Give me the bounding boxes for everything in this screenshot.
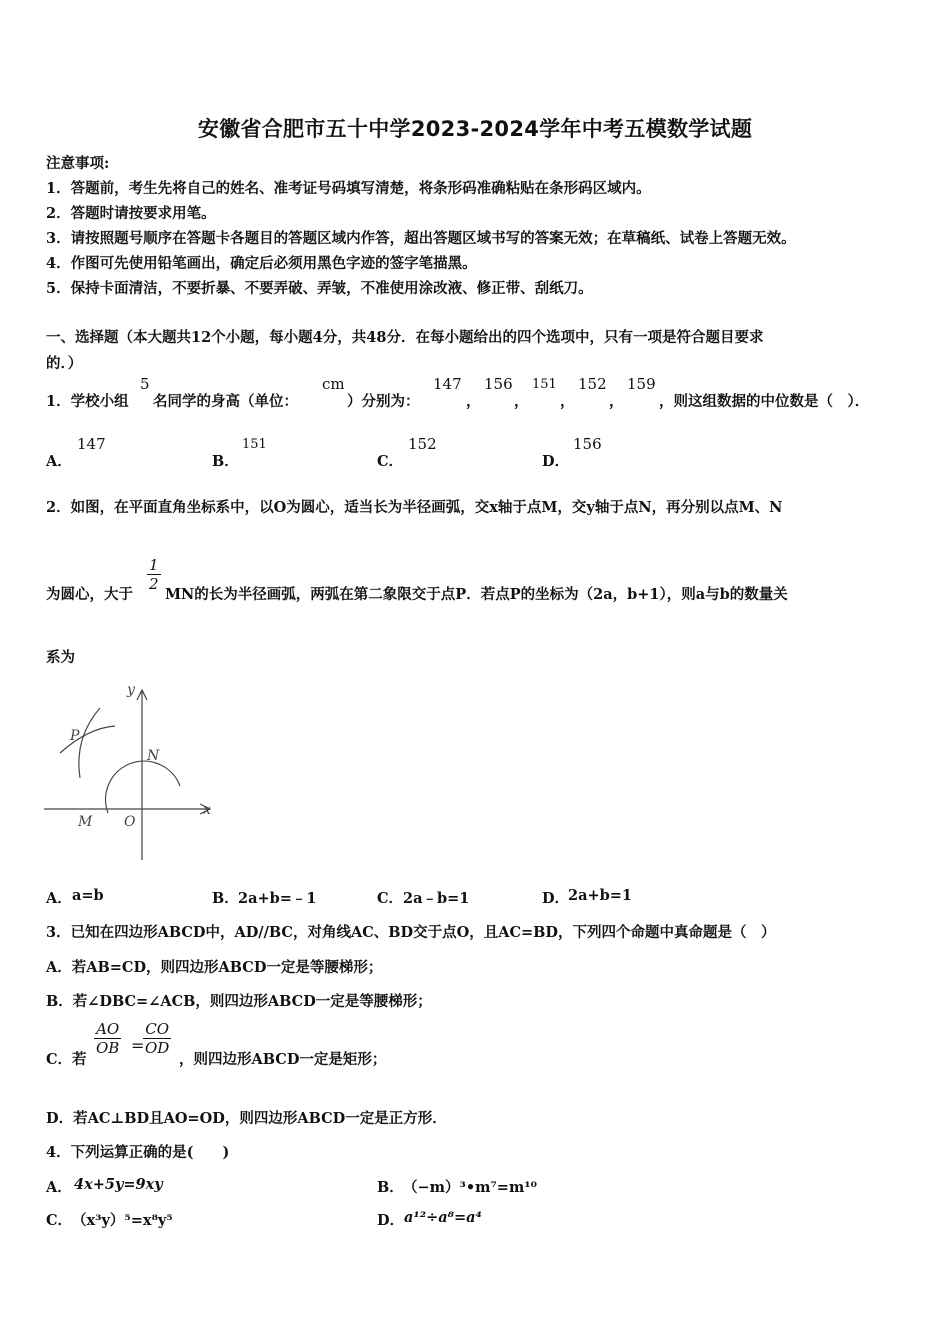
q1-option-label: C． bbox=[377, 453, 404, 470]
arc-from-n bbox=[79, 708, 100, 778]
q1-text-d: ，则这组数据的中位数是（ ）． bbox=[659, 393, 870, 410]
q4-option-label: D． bbox=[377, 1212, 405, 1229]
q2-option-label: B． bbox=[212, 890, 239, 907]
q4-stem: 4．下列运算正确的是( ) bbox=[46, 1144, 230, 1161]
notice-item: 4．作图可先使用铅笔画出，确定后必须用黑色字迹的签字笔描黑。 bbox=[46, 255, 477, 272]
q2-figure bbox=[40, 678, 230, 868]
q1-option-label: B． bbox=[212, 453, 239, 470]
q4-option-a: 4x+5y=9xy bbox=[74, 1176, 163, 1193]
q1-option-value: 152 bbox=[408, 435, 437, 453]
section-heading-cont: 的．） bbox=[46, 355, 83, 372]
notice-item: 3．请按照题号顺序在答题卡各题目的答题区域内作答，超出答题区域书写的答案无效；在草稿纸、试卷上答题无效。 bbox=[46, 230, 796, 247]
fig-label-p: P bbox=[70, 728, 80, 744]
arc-mn bbox=[106, 761, 180, 813]
q2-option-label: A． bbox=[46, 890, 72, 907]
q2-option-value: 2a+b=﹣1 bbox=[238, 890, 317, 907]
q4-option-c: （x³y）⁵=x⁸y⁵ bbox=[72, 1212, 173, 1229]
q1-option-value: 151 bbox=[242, 437, 267, 452]
q2-stem: 2．如图，在平面直角坐标系中，以O为圆心，适当长为半径画弧，交x轴于点M，交y轴于点N，再分别以点M、N bbox=[46, 499, 783, 516]
q1-option-label: D． bbox=[542, 453, 570, 470]
arc-from-m bbox=[60, 726, 115, 753]
q4-option-label: C． bbox=[46, 1212, 73, 1229]
q2-fraction: $\frac{1}{2}$ bbox=[149, 556, 159, 593]
q3-fraction-1: $\frac{AO}{OB}$ bbox=[96, 1020, 120, 1057]
q1-text-b: 名同学的身高（单位： bbox=[153, 393, 298, 410]
q1-option-value: 156 bbox=[573, 435, 602, 453]
q4-option-label: B． bbox=[377, 1179, 404, 1196]
notice-item: 2．答题时请按要求用笔。 bbox=[46, 205, 216, 222]
q4-option-b: （−m）³•m⁷=m¹⁰ bbox=[403, 1179, 537, 1196]
fig-label-x: x bbox=[203, 802, 211, 818]
q1-height: 152 bbox=[578, 375, 607, 393]
q3-option-b: B．若∠DBC=∠ACB，则四边形ABCD一定是等腰梯形； bbox=[46, 993, 432, 1010]
q1-text-a: 1．学校小组 bbox=[46, 393, 129, 410]
notice-item: 1．答题前，考生先将自己的姓名、准考证号码填写清楚，将条形码准确粘贴在条形码区域内。 bbox=[46, 180, 651, 197]
q1-height: 147 bbox=[433, 375, 462, 393]
q4-option-label: A． bbox=[46, 1179, 72, 1196]
q3-fraction-2: $\frac{CO}{OD}$ bbox=[145, 1020, 170, 1057]
q1-height: 156 bbox=[484, 375, 513, 393]
q3-option-d: D．若AC⊥BD且AO=OD，则四边形ABCD一定是正方形． bbox=[46, 1110, 447, 1127]
q1-count: 5 bbox=[140, 375, 150, 393]
page-title: 安徽省合肥市五十中学2023-2024学年中考五模数学试题 bbox=[197, 117, 753, 141]
notice-item: 5．保持卡面清洁，不要折暴、不要弄破、弄皱，不准使用涂改液、修正带、刮纸刀。 bbox=[46, 280, 593, 297]
q1-option-label: A． bbox=[46, 453, 72, 470]
fig-label-y: y bbox=[127, 682, 135, 698]
fig-label-n: N bbox=[147, 748, 160, 764]
q2-stem-cont: 为圆心，大于 bbox=[46, 586, 133, 603]
q1-text-c: ）分别为： bbox=[347, 393, 420, 410]
q2-option-value: 2a﹣b=1 bbox=[403, 890, 470, 907]
fig-label-o: O bbox=[124, 814, 136, 830]
q3-option-c-label: C．若 bbox=[46, 1051, 87, 1068]
q3-stem: 3．已知在四边形ABCD中，AD//BC，对角线AC、BD交于点O，且AC=BD，下列四个命题中真命题是（ ） bbox=[46, 924, 776, 941]
notice-heading: 注意事项: bbox=[46, 155, 110, 172]
q2-option-label: D． bbox=[542, 890, 570, 907]
q3-option-c-text: ，则四边形ABCD一定是矩形； bbox=[179, 1051, 387, 1068]
fig-label-m: M bbox=[78, 814, 93, 830]
q2-option-label: C． bbox=[377, 890, 404, 907]
q2-option-value: 2a+b=1 bbox=[568, 887, 633, 904]
q1-height: 151 bbox=[532, 377, 557, 392]
q1-option-value: 147 bbox=[77, 435, 106, 453]
section-heading: 一、选择题（本大题共12个小题，每小题4分，共48分．在每小题给出的四个选项中，只有一项是符合题目要求 bbox=[46, 329, 764, 346]
q2-stem-cont: MN的长为半径画弧，两弧在第二象限交于点P．若点P的坐标为（2a，b+1），则a与b的数量关 bbox=[165, 586, 788, 603]
q3-option-a: A．若AB=CD，则四边形ABCD一定是等腰梯形； bbox=[46, 959, 383, 976]
q2-stem-end: 系为 bbox=[46, 649, 75, 666]
q2-option-value: a=b bbox=[72, 887, 104, 904]
q4-option-d: a¹²÷a⁸=a⁴ bbox=[404, 1209, 482, 1226]
q1-unit: cm bbox=[322, 375, 345, 393]
q1-height: 159 bbox=[627, 375, 656, 393]
